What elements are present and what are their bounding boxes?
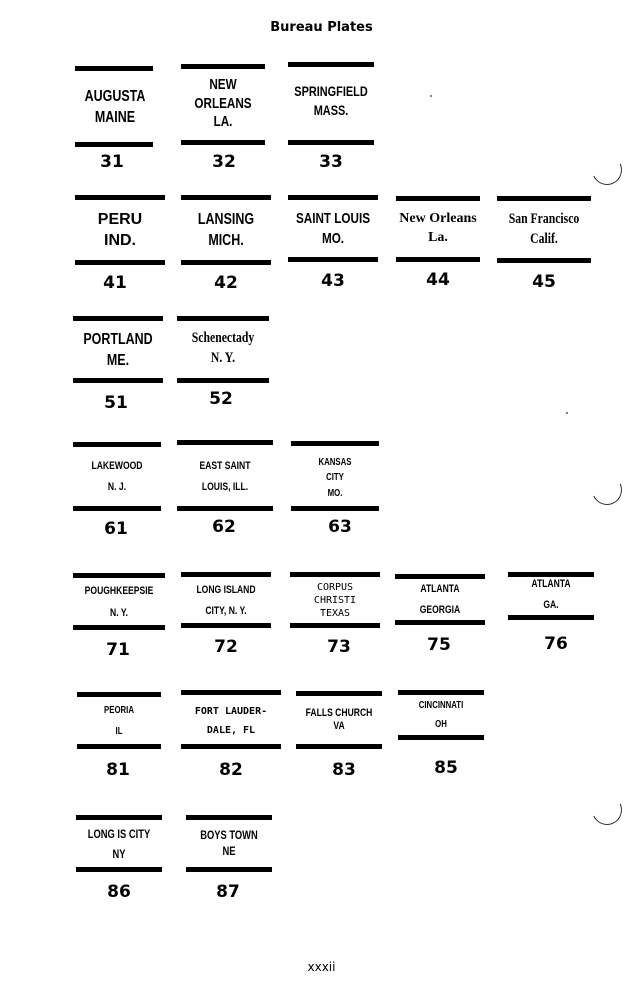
plate-61-line2: N. J. — [107, 481, 127, 493]
plate-83-top-bar — [296, 691, 382, 696]
plate-31-line2: MAINE — [94, 109, 136, 126]
plate-32-bottom-bar — [181, 140, 265, 145]
plate-81-top-bar — [77, 692, 161, 697]
plate-31-text — [80, 74, 150, 140]
plate-85-bottom-bar — [398, 735, 484, 740]
plate-44-top-bar — [396, 196, 480, 201]
plate-45-text — [502, 204, 586, 254]
plate-86-top-bar — [76, 815, 162, 820]
plate-83-line2: VA — [333, 720, 345, 732]
plate-44-number: 44 — [426, 270, 450, 290]
plate-51-bottom-bar — [73, 378, 163, 383]
plate-85-number: 85 — [434, 758, 458, 778]
plate-42-number: 42 — [214, 273, 238, 293]
plate-82-number: 82 — [219, 760, 243, 780]
plate-45-line2: Calif. — [530, 231, 558, 247]
plate-45-top-bar — [497, 196, 591, 201]
plate-82-bottom-bar — [181, 744, 281, 749]
plate-51-line2: ME. — [106, 352, 130, 369]
plate-73-line2: CHRISTI — [313, 594, 357, 606]
plate-45-bottom-bar — [497, 258, 591, 263]
plate-41-top-bar — [75, 195, 165, 200]
plate-73-bottom-bar — [290, 623, 380, 628]
plate-86-bottom-bar — [76, 867, 162, 872]
plate-76-number: 76 — [544, 634, 568, 654]
plate-61-number: 61 — [104, 519, 128, 539]
plate-71-line1: POUGHKEEPSIE — [84, 585, 154, 597]
plate-42-line1: LANSING — [197, 210, 255, 228]
plate-44-line2: La. — [428, 230, 448, 245]
plate-71-bottom-bar — [73, 625, 165, 630]
plate-82-line2: DALE, FL — [206, 725, 256, 736]
plate-62-line2: LOUIS, ILL. — [201, 481, 249, 493]
plate-75-line2: GEORGIA — [419, 604, 461, 616]
plate-42-top-bar — [181, 195, 271, 200]
plate-72-line2: CITY, N. Y. — [205, 605, 247, 617]
plate-41-text — [72, 203, 168, 257]
plate-63-line1: KANSAS — [318, 456, 352, 468]
plate-85-text — [404, 695, 479, 735]
scan-speck — [566, 412, 568, 414]
plate-43-number: 43 — [321, 271, 345, 291]
scan-speck — [430, 95, 432, 97]
plate-72-line1: LONG ISLAND — [196, 584, 256, 597]
plate-75-line1: ATLANTA — [420, 583, 460, 596]
binder-hole-mark-bottom — [588, 791, 626, 829]
plate-52-top-bar — [177, 316, 269, 321]
plate-32-text — [186, 70, 259, 138]
plate-75-number: 75 — [427, 635, 451, 655]
plate-87-top-bar — [186, 815, 272, 820]
plate-33-top-bar — [288, 62, 374, 67]
plate-73-number: 73 — [327, 637, 351, 657]
plate-51-number: 51 — [104, 393, 128, 413]
plate-44-line1: New Orleans — [399, 211, 477, 227]
plate-85-line2: OH — [435, 719, 447, 730]
plate-45-number: 45 — [532, 272, 556, 292]
plate-32-line3: LA. — [213, 113, 233, 131]
plate-75-bottom-bar — [395, 620, 485, 625]
plate-33-line2: MASS. — [313, 102, 349, 118]
plate-51-line1: PORTLAND — [83, 330, 153, 348]
plate-73-line1: CORPUS — [316, 581, 354, 593]
plate-63-number: 63 — [328, 517, 352, 537]
plate-43-top-bar — [288, 195, 378, 200]
plate-61-top-bar — [73, 442, 161, 447]
plate-81-bottom-bar — [77, 744, 161, 749]
plate-44-bottom-bar — [396, 257, 480, 262]
plate-73-text — [285, 578, 385, 622]
plate-52-number: 52 — [209, 389, 233, 409]
plate-61-bottom-bar — [73, 506, 161, 511]
plate-63-line3: MO. — [327, 487, 343, 499]
plate-82-line1: FORT LAUDER- — [194, 706, 268, 717]
plate-71-line2: N. Y. — [110, 607, 128, 619]
plate-32-line2: ORLEANS — [194, 94, 252, 112]
plate-86-number: 86 — [107, 882, 131, 902]
plate-82-top-bar — [181, 690, 281, 695]
plate-32-line1: NEW — [209, 75, 237, 93]
plate-82-text — [176, 700, 286, 742]
plate-73-line3: TEXAS — [319, 607, 351, 619]
plate-42-bottom-bar — [181, 260, 271, 265]
plate-43-text — [294, 203, 372, 255]
plate-87-bottom-bar — [186, 867, 272, 872]
plate-86-line2: NY — [112, 847, 126, 861]
plate-85-line1: CINCINNATI — [418, 700, 464, 711]
plate-52-bottom-bar — [177, 378, 269, 383]
plate-31-bottom-bar — [75, 142, 153, 147]
plate-81-text — [82, 700, 155, 742]
plate-76-text — [514, 576, 589, 614]
plate-43-line1: SAINT LOUIS — [295, 210, 371, 227]
binder-hole-mark-middle — [588, 471, 626, 509]
plate-61-line1: LAKEWOOD — [91, 460, 143, 473]
plate-76-bottom-bar — [508, 615, 594, 620]
binder-hole-mark-top — [588, 151, 626, 189]
plate-41-line2: IND. — [104, 232, 136, 249]
plate-52-line1: Schenectady — [191, 330, 255, 346]
plate-63-bottom-bar — [291, 506, 379, 511]
plate-75-text — [401, 581, 479, 619]
plate-42-text — [187, 203, 265, 257]
plate-63-text — [297, 449, 373, 507]
plate-72-text — [187, 579, 265, 623]
plate-33-number: 33 — [319, 152, 343, 172]
plate-71-top-bar — [73, 573, 165, 578]
page-title: Bureau Plates — [270, 20, 373, 35]
plate-33-text — [294, 72, 367, 130]
plate-87-line2: NE — [222, 844, 236, 858]
plate-52-text — [183, 322, 263, 374]
plate-83-bottom-bar — [296, 744, 382, 749]
plate-31-number: 31 — [100, 152, 124, 172]
plate-87-line1: BOYS TOWN — [200, 828, 258, 843]
plate-81-line2: IL — [115, 726, 123, 737]
plate-81-number: 81 — [106, 760, 130, 780]
plate-44-text — [390, 204, 486, 254]
plate-83-line1: FALLS CHURCH — [305, 706, 373, 719]
plate-62-number: 62 — [212, 517, 236, 537]
plate-62-top-bar — [177, 440, 273, 445]
plate-87-text — [191, 823, 267, 865]
plate-62-line1: EAST SAINT — [199, 460, 251, 473]
plate-41-number: 41 — [103, 273, 127, 293]
plate-51-top-bar — [73, 316, 163, 321]
plate-32-number: 32 — [212, 152, 236, 172]
plate-31-line1: AUGUSTA — [84, 87, 146, 105]
plate-63-line2: CITY — [326, 472, 344, 484]
plate-73-top-bar — [290, 572, 380, 577]
plate-61-text — [79, 450, 155, 504]
plate-87-number: 87 — [216, 882, 240, 902]
plate-86-text — [82, 823, 157, 867]
plate-41-bottom-bar — [75, 260, 165, 265]
plate-72-number: 72 — [214, 637, 238, 657]
plate-83-text — [300, 700, 378, 740]
plate-72-bottom-bar — [181, 623, 271, 628]
plate-86-line1: LONG IS CITY — [87, 827, 151, 842]
plate-71-text — [78, 580, 161, 624]
plate-72-top-bar — [181, 572, 271, 577]
plate-71-number: 71 — [106, 640, 130, 660]
plate-42-line2: MICH. — [208, 232, 244, 249]
plate-32-top-bar — [181, 64, 265, 69]
plate-62-bottom-bar — [177, 506, 273, 511]
plate-31-top-bar — [75, 66, 153, 71]
plate-41-line1: PERU — [97, 210, 143, 228]
plate-62-text — [184, 450, 267, 504]
plate-33-bottom-bar — [288, 140, 374, 145]
plate-76-line1: ATLANTA — [531, 578, 571, 591]
plate-76-line2: GA. — [543, 599, 559, 611]
plate-51-text — [79, 324, 157, 376]
plate-83-number: 83 — [332, 760, 356, 780]
page-number: xxxii — [307, 960, 336, 974]
plate-45-line1: San Francisco — [508, 211, 580, 227]
plate-43-bottom-bar — [288, 257, 378, 262]
plate-63-top-bar — [291, 441, 379, 446]
plate-52-line2: N. Y. — [210, 350, 236, 366]
plate-81-line1: PEORIA — [104, 705, 134, 716]
plate-33-line1: SPRINGFIELD — [294, 83, 368, 100]
plate-43-line2: MO. — [321, 230, 345, 247]
